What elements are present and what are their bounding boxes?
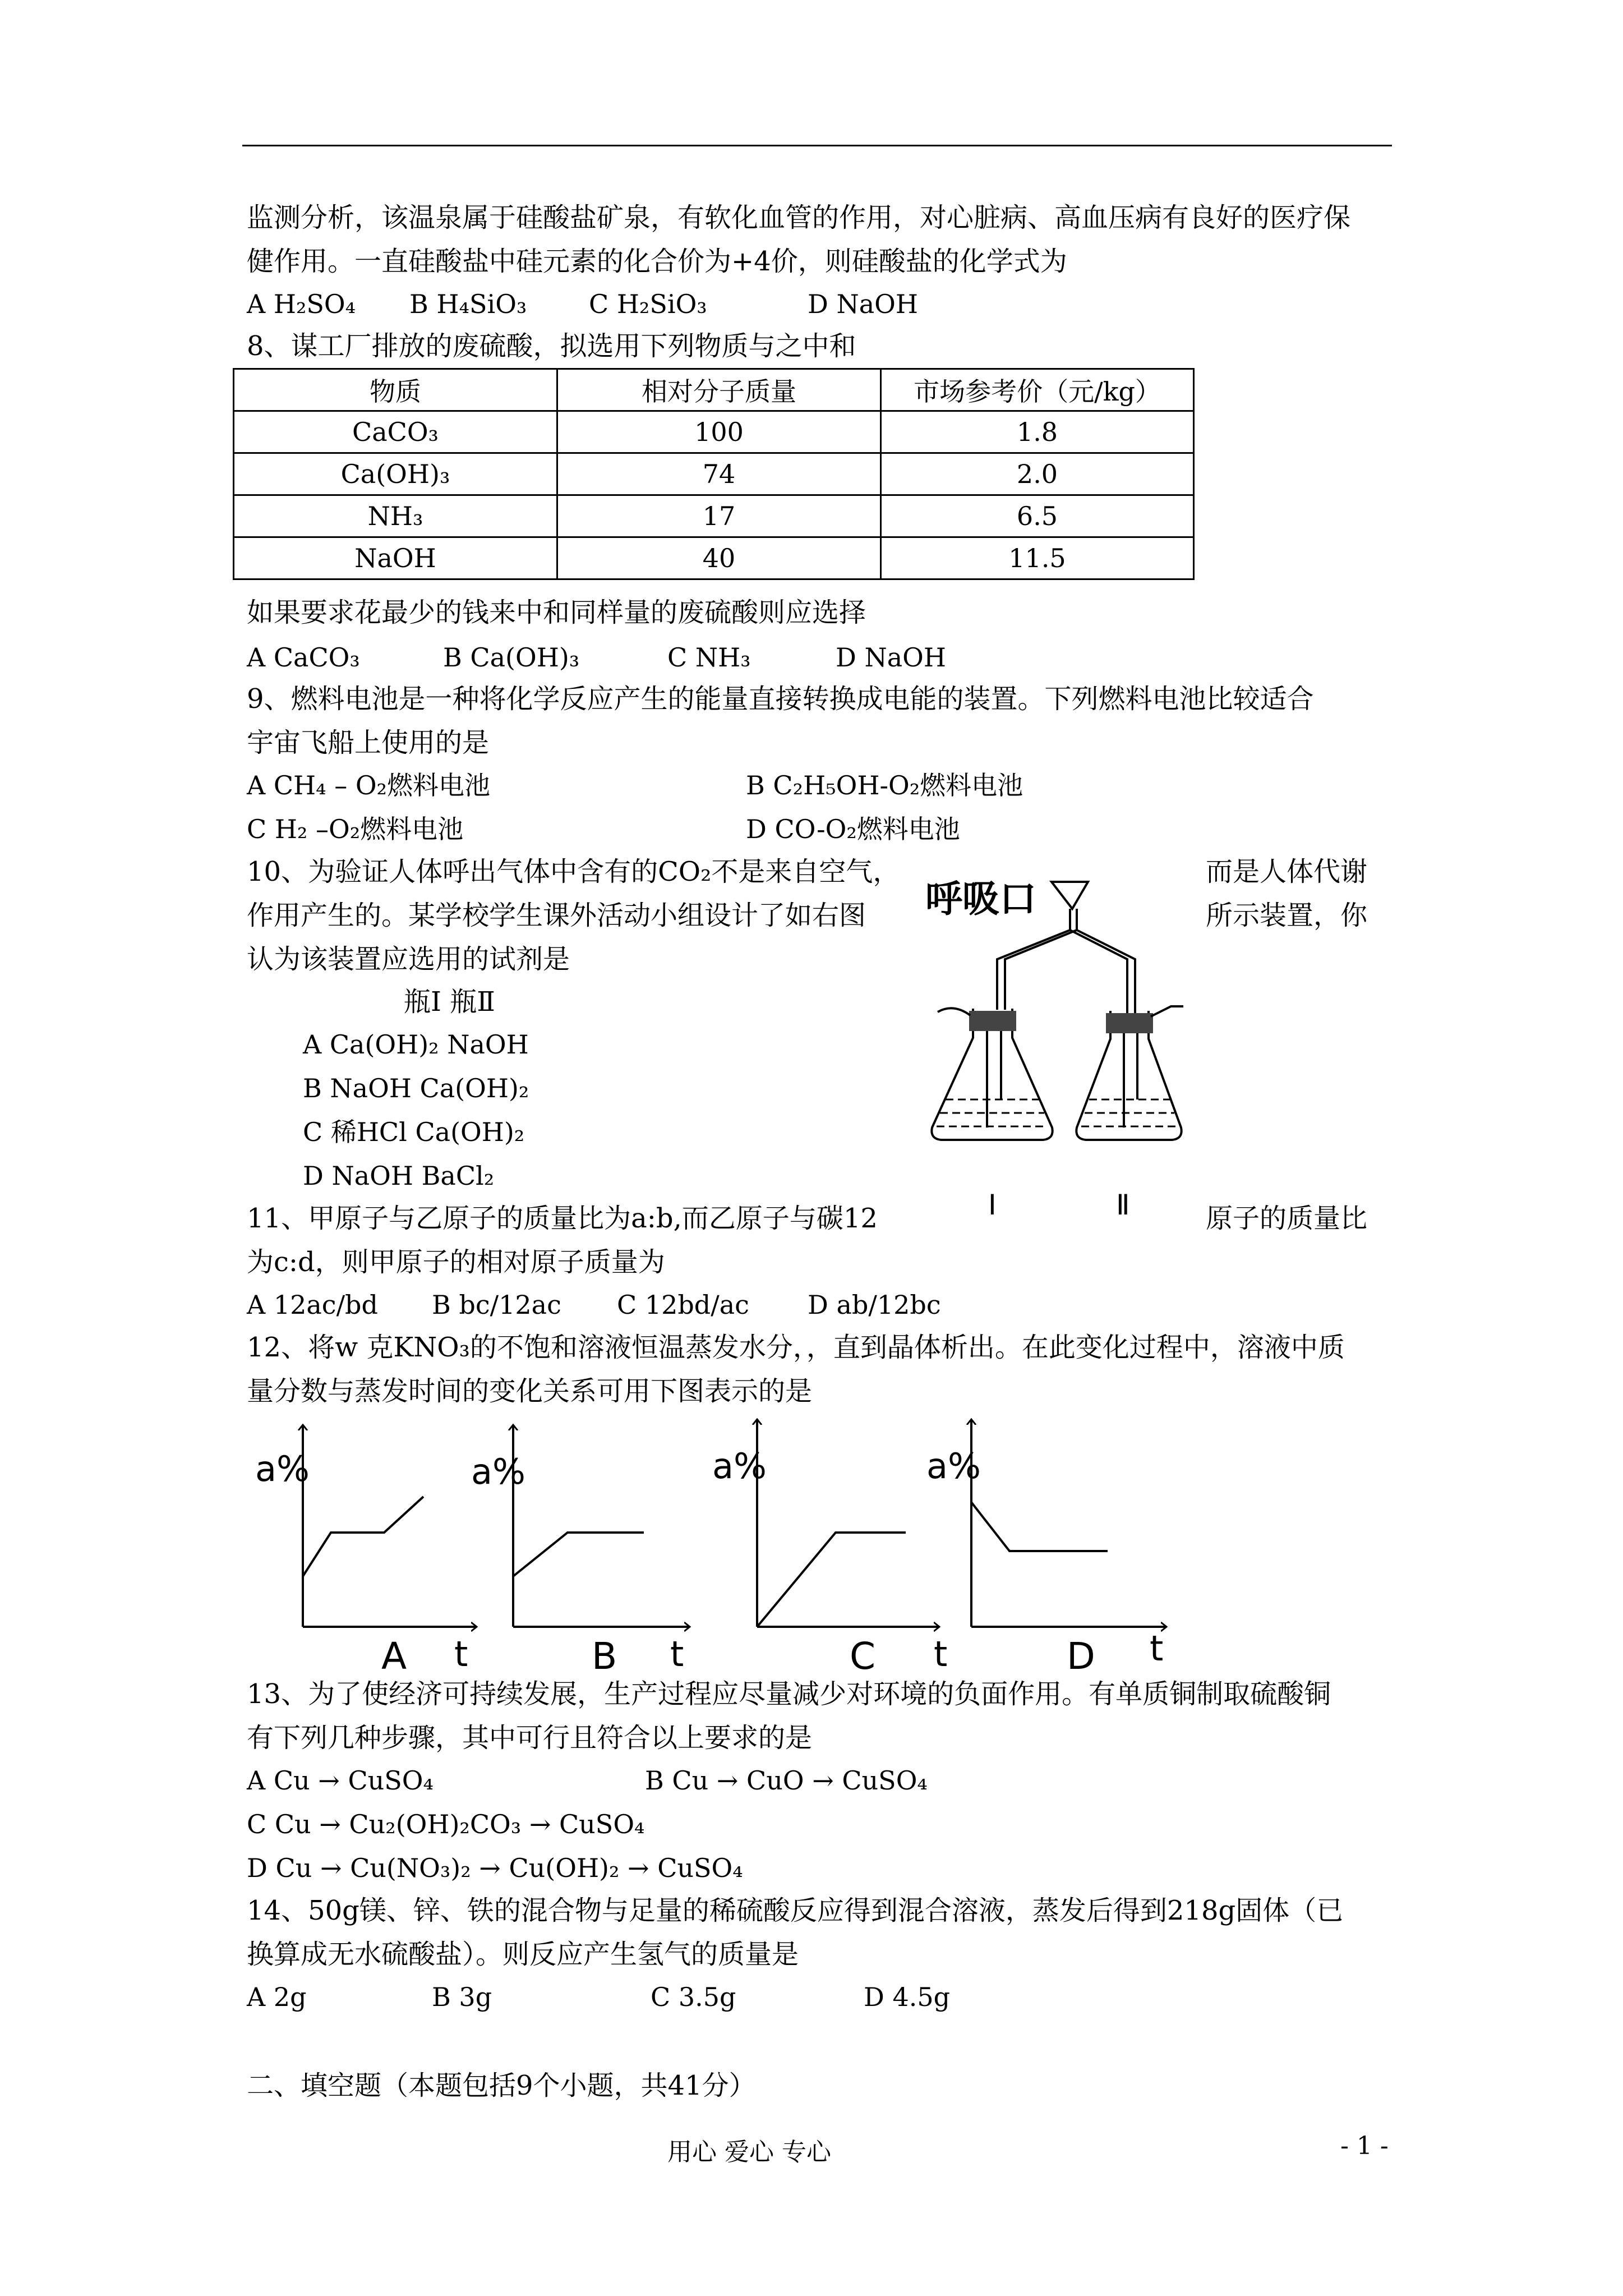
- table-cell: 2.0: [881, 453, 1194, 495]
- question-13-cont: 有下列几种步骤，其中可行且符合以上要求的是: [247, 1722, 813, 1754]
- paragraph-line: 健作用。一直硅酸盐中硅元素的化合价为+4价，则硅酸盐的化学式为: [247, 246, 1067, 277]
- question-10-cont-right: 所示装置，你: [1206, 900, 1368, 931]
- evaporation-graphs: [241, 1414, 1206, 1683]
- q9-option-c: C H₂ –O₂燃料电池: [247, 814, 464, 844]
- q9-option-b: B C₂H₅OH-O₂燃料电池: [746, 770, 1023, 800]
- graph-curve: [971, 1502, 1108, 1551]
- table-cell: 40: [557, 537, 881, 579]
- q13-option-a: A Cu → CuSO₄: [247, 1765, 434, 1796]
- tube: [997, 909, 1070, 1010]
- graph-curve: [303, 1497, 423, 1576]
- breathing-apparatus-figure: [909, 864, 1211, 1234]
- question-14-cont: 换算成无水硫酸盐）。则反应产生氢气的质量是: [247, 1939, 799, 1970]
- funnel-icon: [1052, 882, 1088, 909]
- graph-letter: D: [1067, 1635, 1095, 1678]
- q7-option-d: D NaOH: [808, 289, 919, 319]
- question-9: 9、燃料电池是一种将化学反应产生的能量直接转换成电能的装置。下列燃料电池比较适合: [247, 683, 1314, 715]
- table-cell: NH₃: [234, 495, 557, 537]
- q8-option-b: B Ca(OH)₃: [443, 642, 580, 673]
- graph-d: [926, 1419, 1166, 1678]
- flask-2: [1076, 1006, 1183, 1140]
- question-8-prompt: 如果要求花最少的钱来中和同样量的废硫酸则应选择: [247, 597, 866, 628]
- question-8: 8、谋工厂排放的废硫酸，拟选用下列物质与之中和: [247, 330, 856, 362]
- q10-option-a: A Ca(OH)₂ NaOH: [303, 1029, 529, 1060]
- q7-option-b: B H₄SiO₃: [409, 289, 527, 319]
- q11-option-a: A 12ac/bd: [247, 1290, 378, 1320]
- y-axis-label: a%: [926, 1446, 981, 1487]
- graph-letter: B: [592, 1635, 617, 1678]
- q11-option-d: D ab/12bc: [808, 1290, 941, 1320]
- question-10-cont: 作用产生的。某学校学生课外活动小组设计了如右图: [247, 900, 866, 931]
- graph-a: [255, 1425, 477, 1678]
- table-row: [234, 453, 1194, 495]
- y-axis-label: a%: [255, 1448, 310, 1489]
- q10-option-c: C 稀HCl Ca(OH)₂: [303, 1117, 525, 1147]
- q14-option-d: D 4.5g: [864, 1982, 951, 2012]
- table-cell: Ca(OH)₃: [234, 453, 557, 495]
- q11-option-c: C 12bd/ac: [617, 1290, 749, 1320]
- table-header: 市场参考价（元/kg）: [881, 369, 1194, 411]
- table-row: [234, 495, 1194, 537]
- y-axis-label: a%: [712, 1446, 767, 1487]
- x-axis-label: t: [670, 1634, 684, 1674]
- q8-option-c: C NH₃: [667, 642, 751, 673]
- question-12: 12、将w 克KNO₃的不饱和溶液恒温蒸发水分，，直到晶体析出。在此变化过程中，溶液中质: [247, 1332, 1345, 1363]
- graph-c: [712, 1419, 947, 1678]
- graph-letter: A: [381, 1635, 407, 1678]
- question-14: 14、50g镁、锌、铁的混合物与足量的稀硫酸反应得到混合溶液，蒸发后得到218g固体（已: [247, 1895, 1344, 1926]
- table-cell: NaOH: [234, 537, 557, 579]
- graph-curve: [757, 1533, 906, 1627]
- bottle-header: 瓶Ⅰ 瓶Ⅱ: [404, 986, 495, 1018]
- question-11-right: 原子的质量比: [1206, 1203, 1368, 1234]
- table-cell: 6.5: [881, 495, 1194, 537]
- question-11-cont: 为c:d，则甲原子的相对原子质量为: [247, 1246, 665, 1278]
- q14-option-a: A 2g: [247, 1982, 307, 2012]
- q8-option-d: D NaOH: [836, 642, 947, 673]
- footer-motto: 用心 爱心 专心: [667, 2138, 831, 2166]
- q7-option-a: A H₂SO₄: [247, 289, 356, 319]
- paragraph-line: 监测分析，该温泉属于硅酸盐矿泉，有软化血管的作用，对心脏病、高血压病有良好的医疗保: [247, 202, 1351, 233]
- table-cell: 100: [557, 411, 881, 453]
- q8-option-a: A CaCO₃: [247, 642, 360, 673]
- table-cell: 17: [557, 495, 881, 537]
- q13-option-d: D Cu → Cu(NO₃)₂ → Cu(OH)₂ → CuSO₄: [247, 1853, 743, 1883]
- q14-option-b: B 3g: [432, 1982, 492, 2012]
- q9-option-a: A CH₄ – O₂燃料电池: [247, 770, 490, 800]
- graph-b: [471, 1425, 690, 1678]
- flask-label-1: Ⅰ: [988, 1189, 997, 1221]
- table-header-row: [234, 369, 1194, 411]
- inlet-label: 呼吸口: [925, 877, 1036, 921]
- section-heading: 二、填空题（本题包括9个小题，共41分）: [247, 2070, 756, 2101]
- question-11: 11、甲原子与乙原子的质量比为a:b,而乙原子与碳12: [247, 1203, 878, 1234]
- x-axis-label: t: [454, 1634, 468, 1674]
- table-cell: 74: [557, 453, 881, 495]
- table-row: [234, 537, 1194, 579]
- question-13: 13、为了使经济可持续发展，生产过程应尽量减少对环境的负面作用。有单质铜制取硫酸铜: [247, 1678, 1331, 1710]
- q10-option-d: D NaOH BaCl₂: [303, 1161, 495, 1191]
- table-header: 相对分子质量: [557, 369, 881, 411]
- page-number: - 1 -: [1340, 2132, 1389, 2160]
- question-10: 10、为验证人体呼出气体中含有的CO₂不是来自空气，: [247, 856, 900, 887]
- x-axis-label: t: [934, 1634, 948, 1674]
- q7-option-c: C H₂SiO₃: [589, 289, 707, 319]
- question-10-prompt: 认为该装置应选用的试剂是: [247, 944, 570, 975]
- table-header: 物质: [234, 369, 557, 411]
- table-row: [234, 411, 1194, 453]
- flask-label-2: Ⅱ: [1116, 1189, 1130, 1221]
- table-cell: 1.8: [881, 411, 1194, 453]
- y-axis-label: a%: [471, 1451, 525, 1492]
- question-9-cont: 宇宙飞船上使用的是: [247, 727, 490, 758]
- q10-option-b: B NaOH Ca(OH)₂: [303, 1073, 529, 1103]
- table-cell: CaCO₃: [234, 411, 557, 453]
- graph-letter: C: [850, 1635, 876, 1678]
- graph-curve: [513, 1533, 644, 1576]
- question-12-cont: 量分数与蒸发时间的变化关系可用下图表示的是: [247, 1375, 813, 1407]
- q11-option-b: B bc/12ac: [432, 1290, 561, 1320]
- tube: [1005, 909, 1077, 1010]
- q13-option-c: C Cu → Cu₂(OH)₂CO₃ → CuSO₄: [247, 1809, 645, 1839]
- flask-1: [932, 1008, 1052, 1140]
- question-10-right: 而是人体代谢: [1206, 856, 1368, 887]
- q13-option-b: B Cu → CuO → CuSO₄: [645, 1765, 928, 1796]
- x-axis-label: t: [1150, 1628, 1164, 1669]
- q14-option-c: C 3.5g: [651, 1982, 736, 2012]
- header-rule: [242, 145, 1392, 146]
- table-cell: 11.5: [881, 537, 1194, 579]
- price-table: [233, 368, 1195, 580]
- q9-option-d: D CO-O₂燃料电池: [746, 814, 960, 844]
